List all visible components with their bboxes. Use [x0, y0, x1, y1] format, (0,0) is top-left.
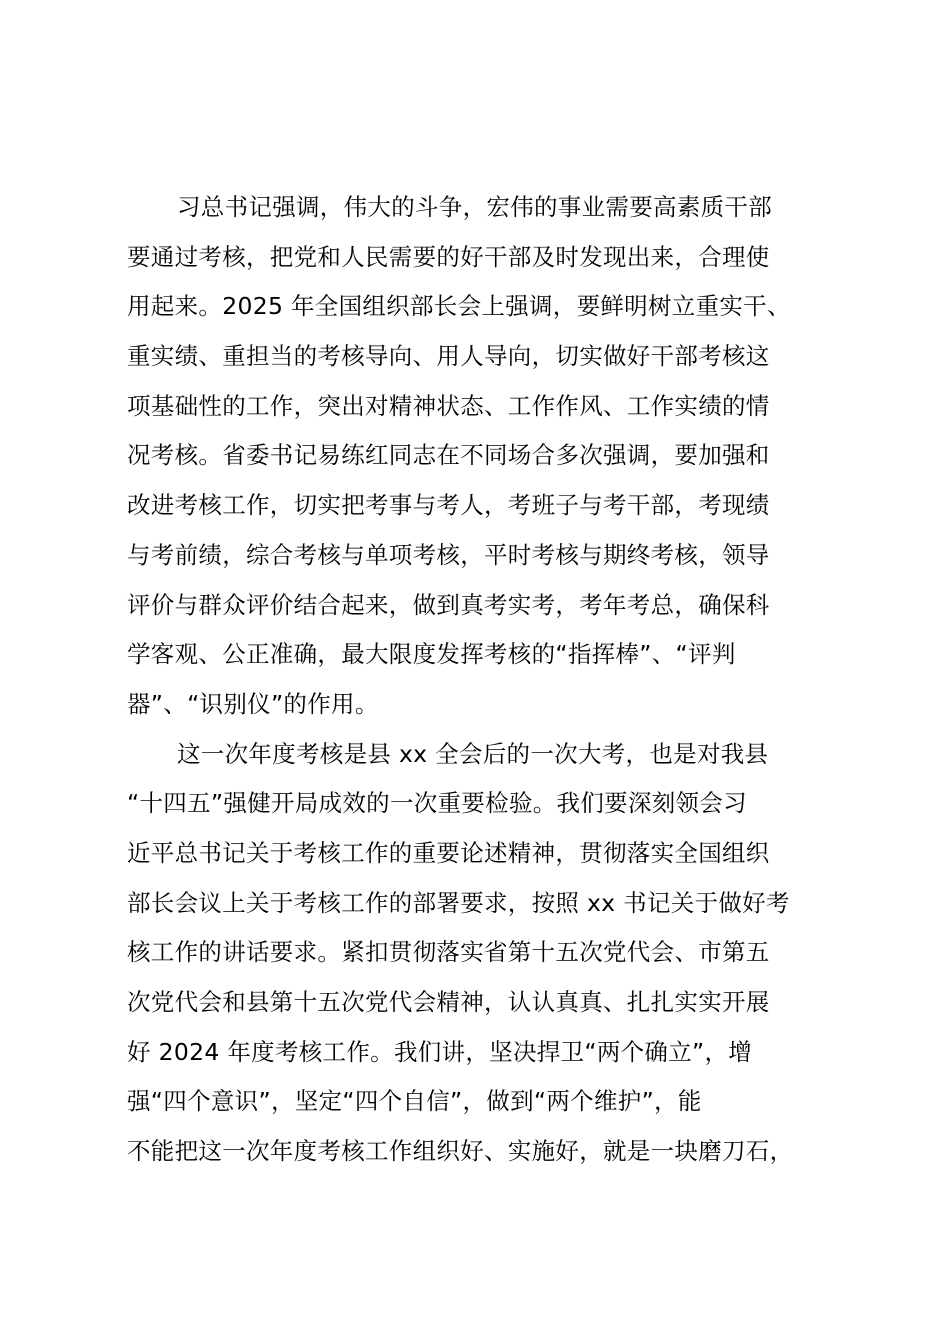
text-line: 用起来。2025 年全国组织部长会上强调，要鲜明树立重实干、	[127, 292, 791, 321]
text-line: 项基础性的工作，突出对精神状态、工作作风、工作实绩的情	[127, 391, 770, 420]
text-line: 评价与群众评价结合起来，做到真考实考，考年考总，确保科	[127, 590, 770, 619]
text-line	[127, 1177, 847, 1227]
paragraph-1	[127, 183, 847, 730]
text-line: 学客观、公正准确，最大限度发挥考核的“指挥棒”、“评判	[127, 640, 736, 669]
text-line: 强“四个意识”，坚定“四个自信”，做到“两个维护”，能	[127, 1087, 702, 1116]
text-line: 与考前绩，综合考核与单项考核，平时考核与期终考核，领导	[127, 540, 770, 569]
document-body	[127, 183, 847, 1226]
text-line: 况考核。省委书记易练红同志在不同场合多次强调，要加强和	[127, 441, 770, 470]
text-line: 重实绩、重担当的考核导向、用人导向，切实做好干部考核这	[127, 342, 770, 371]
text-line: 这一次年度考核是县 xx 全会后的一次大考，也是对我县	[177, 739, 769, 768]
text-line: 近平总书记关于考核工作的重要论述精神，贯彻落实全国组织	[127, 838, 770, 867]
text-line: 器”、“识别仪”的作用。	[127, 689, 379, 718]
text-line: 次党代会和县第十五次党代会精神，认认真真、扎扎实实开展	[127, 988, 770, 1016]
text-line: 核工作的讲话要求。紧扣贯彻落实省第十五次党代会、市第五	[127, 938, 770, 967]
paragraph-2	[127, 730, 847, 1227]
text-line: 部长会议上关于考核工作的部署要求，按照 xx 书记关于做好考	[127, 888, 790, 917]
text-line: 不能把这一次年度考核工作组织好、实施好，就是一块磨刀石，	[127, 1137, 794, 1166]
text-line: 要通过考核，把党和人民需要的好干部及时发现出来，合理使	[127, 242, 770, 271]
text-line: 习总书记强调，伟大的斗争，宏伟的事业需要高素质干部	[177, 193, 772, 221]
text-line: 改进考核工作，切实把考事与考人，考班子与考干部，考现绩	[127, 491, 770, 520]
text-line: 好 2024 年度考核工作。我们讲，坚决捍卫“两个确立”，增	[127, 1037, 753, 1066]
text-line: “十四五”强健开局成效的一次重要检验。我们要深刻领会习	[127, 789, 747, 818]
